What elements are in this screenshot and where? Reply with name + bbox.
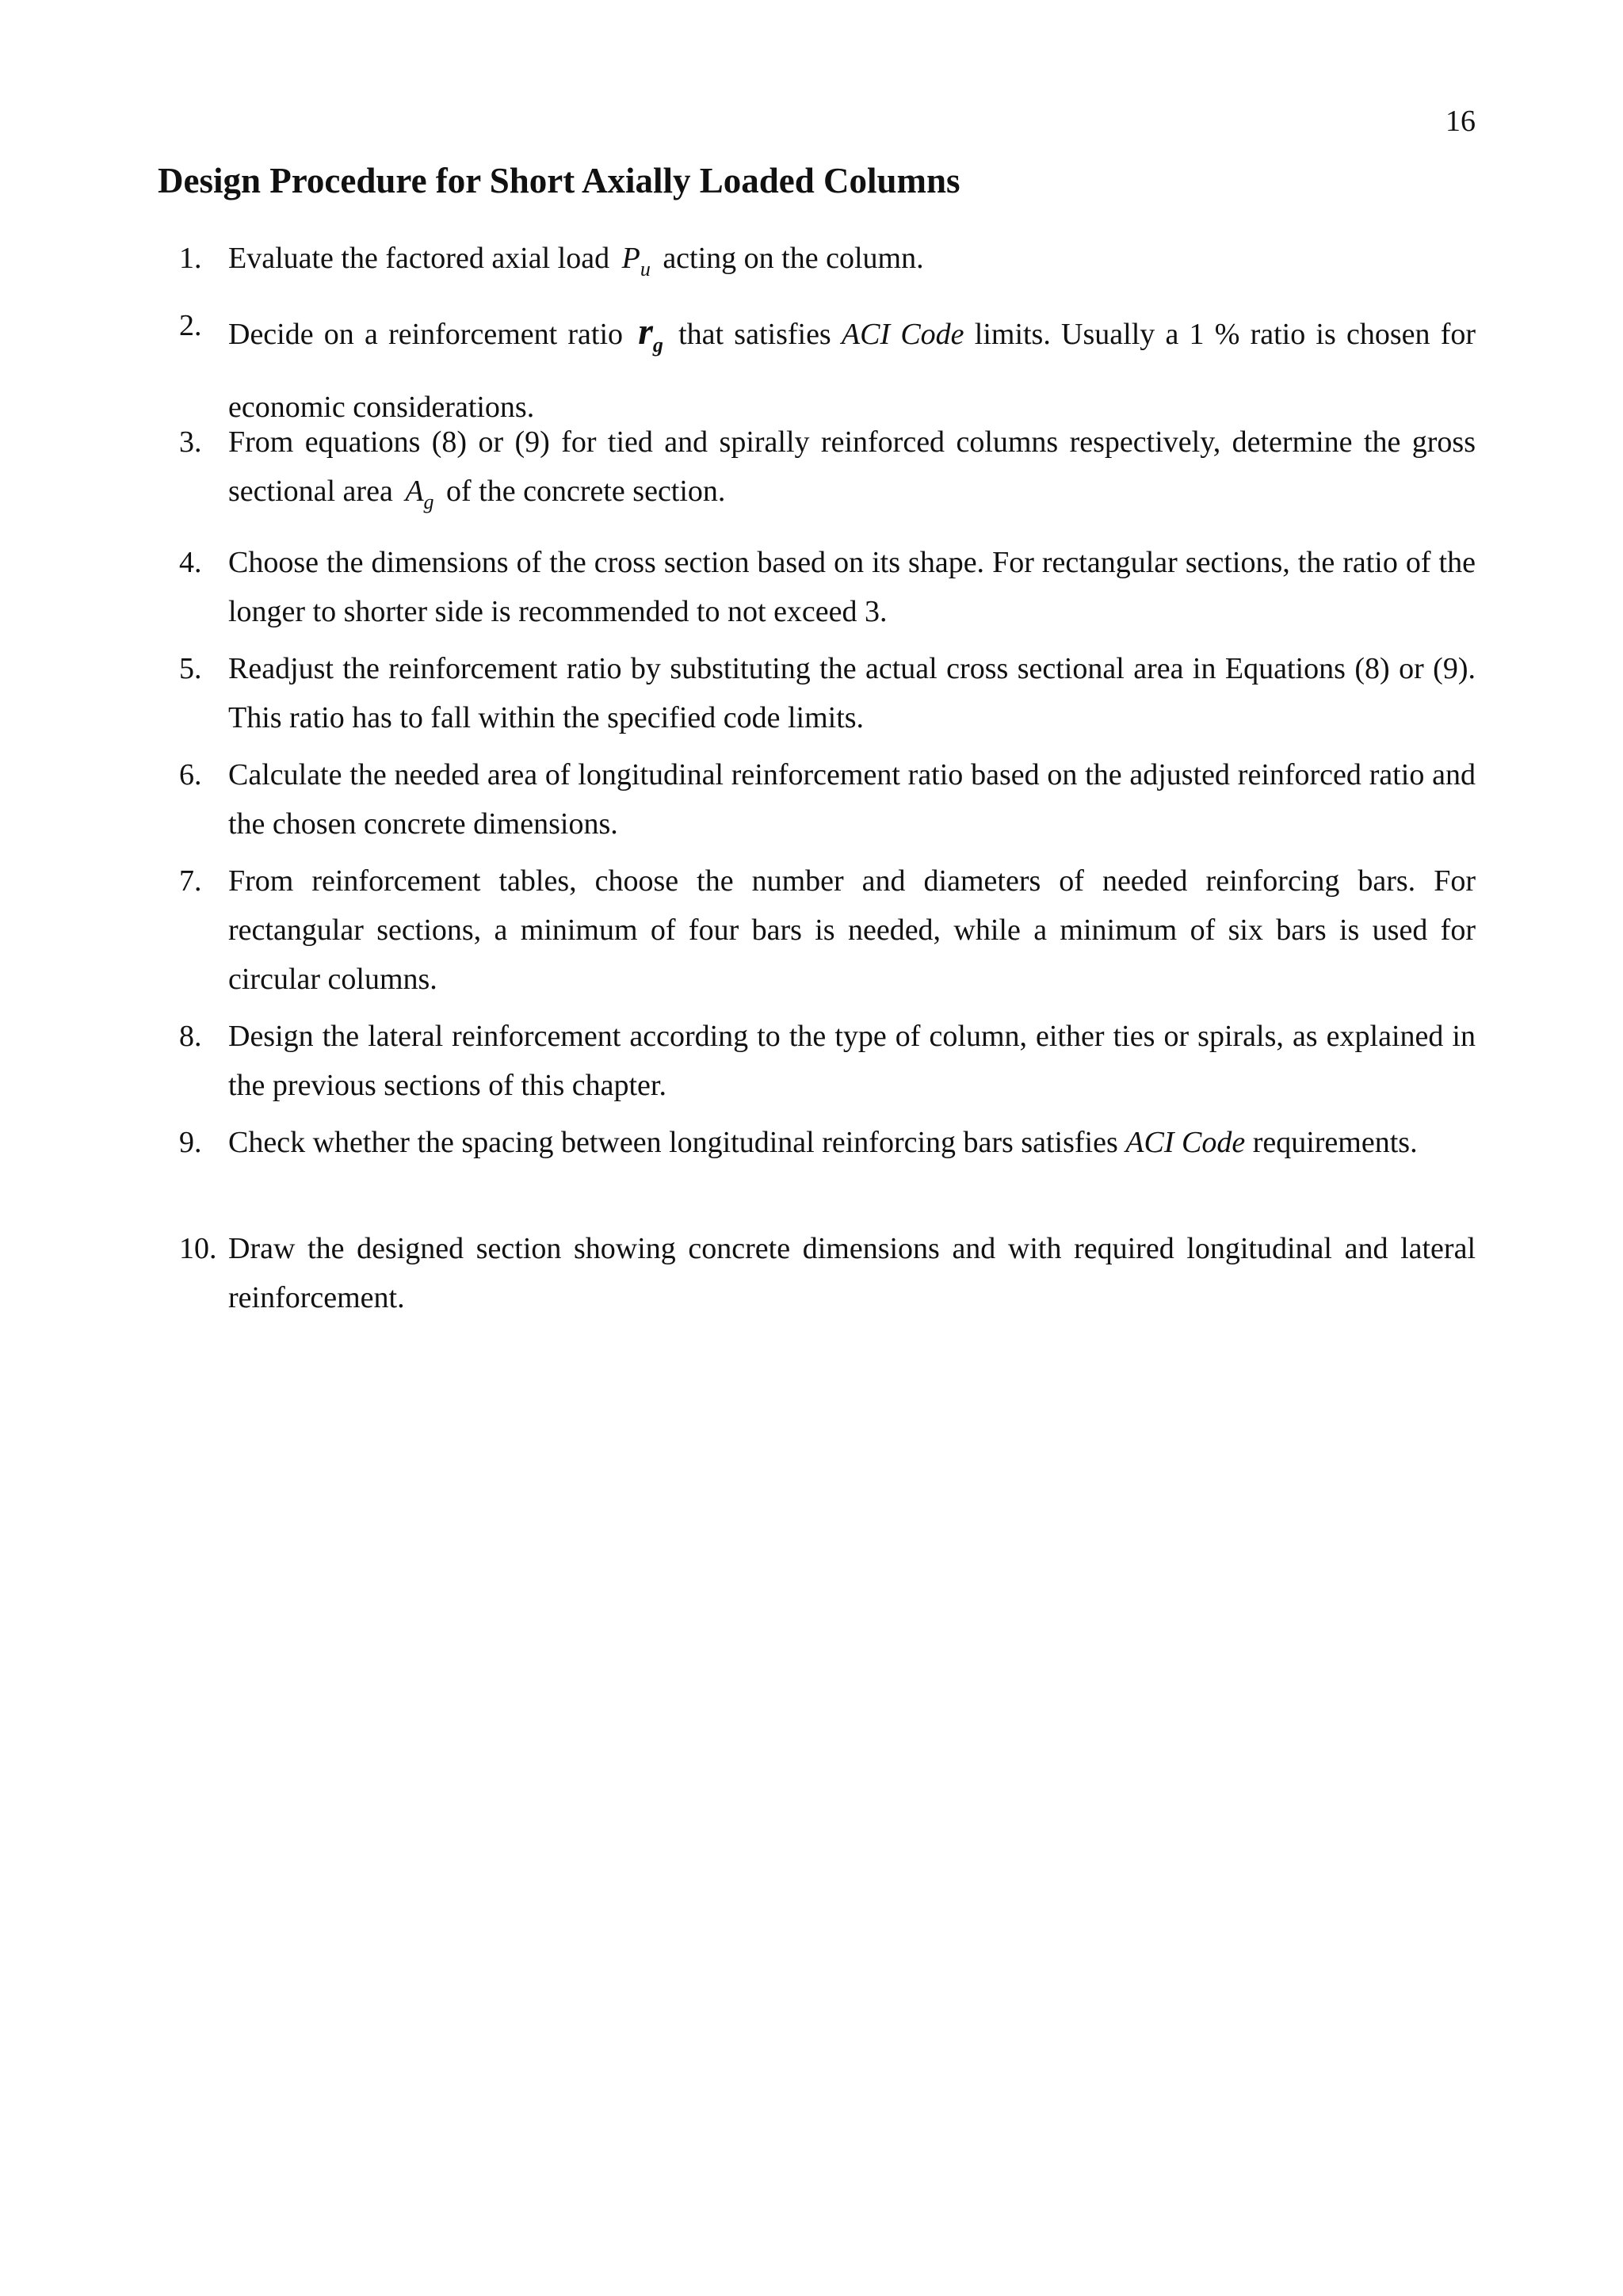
step-number: 8. <box>179 1020 202 1053</box>
step-number: 1. <box>179 242 202 275</box>
step-text-part: Decide on a reinforcement ratio <box>228 318 624 351</box>
section-title: Design Procedure for Short Axially Loaded Columns <box>158 161 960 200</box>
step-number: 2. <box>179 309 202 342</box>
gross-area-symbol: $A_g$ <box>405 475 434 513</box>
step-text-part: From equations (8) or (9) for tied and spirally reinforced columns respectively, determine the gross sectional area <box>228 425 1476 508</box>
step-text: Calculate the needed area of longitudinal reinforcement ratio based on the adjusted reinforced ratio and the chosen concrete dimensions. <box>228 758 1476 841</box>
reinforcement-ratio-symbol: $r_g$ <box>638 311 663 357</box>
step-text: Readjust the reinforcement ratio by substituting the actual cross sectional area in Equations (8) or (9). This ratio has to fall within the specified code limits. <box>228 652 1476 734</box>
step-text-part: acting on the column. <box>663 242 924 275</box>
step-text-part: requirements. <box>1252 1126 1418 1159</box>
step-number: 5. <box>179 652 202 685</box>
step-text: Draw the designed section showing concrete dimensions and with required longitudinal and lateral reinforcement. <box>228 1232 1476 1314</box>
step-number: 4. <box>179 546 202 579</box>
page-number: 16 <box>1445 105 1476 138</box>
step-text <box>228 418 1476 527</box>
step-number: 9. <box>179 1126 202 1159</box>
aci-code-text: ACI Code <box>841 318 964 351</box>
step-text-part: of the concrete section. <box>446 475 726 508</box>
step-number: 7. <box>179 864 202 898</box>
step-text: Choose the dimensions of the cross section based on its shape. For rectangular sections, the ratio of the longer to shorter side is recommended to not exceed 3. <box>228 546 1476 628</box>
step-number: 3. <box>179 425 202 459</box>
step-text-part: Check whether the spacing between longitudinal reinforcing bars satisfies <box>228 1126 1118 1159</box>
step-text: From reinforcement tables, choose the number and diameters of needed reinforcing bars. For rectangular sections, a minimum of four bars is needed, while a minimum of six bars is used for circular columns. <box>228 864 1476 996</box>
step-text: Design the lateral reinforcement according to the type of column, either ties or spirals, as explained in the previous sections of this chapter. <box>228 1020 1476 1102</box>
step-number: 10. <box>179 1232 217 1265</box>
step-text-part: that satisfies <box>678 318 831 351</box>
step-text <box>228 1118 1476 1167</box>
step-text-part: limits. Usually a 1 % ratio is chosen for economic considerations. <box>228 318 1476 424</box>
factored-load-symbol: $P_u$ <box>621 242 651 280</box>
step-text <box>228 234 1476 294</box>
step-text-part: Evaluate the factored axial load <box>228 242 610 275</box>
step-number: 6. <box>179 758 202 791</box>
aci-code-text: ACI Code <box>1125 1126 1246 1159</box>
